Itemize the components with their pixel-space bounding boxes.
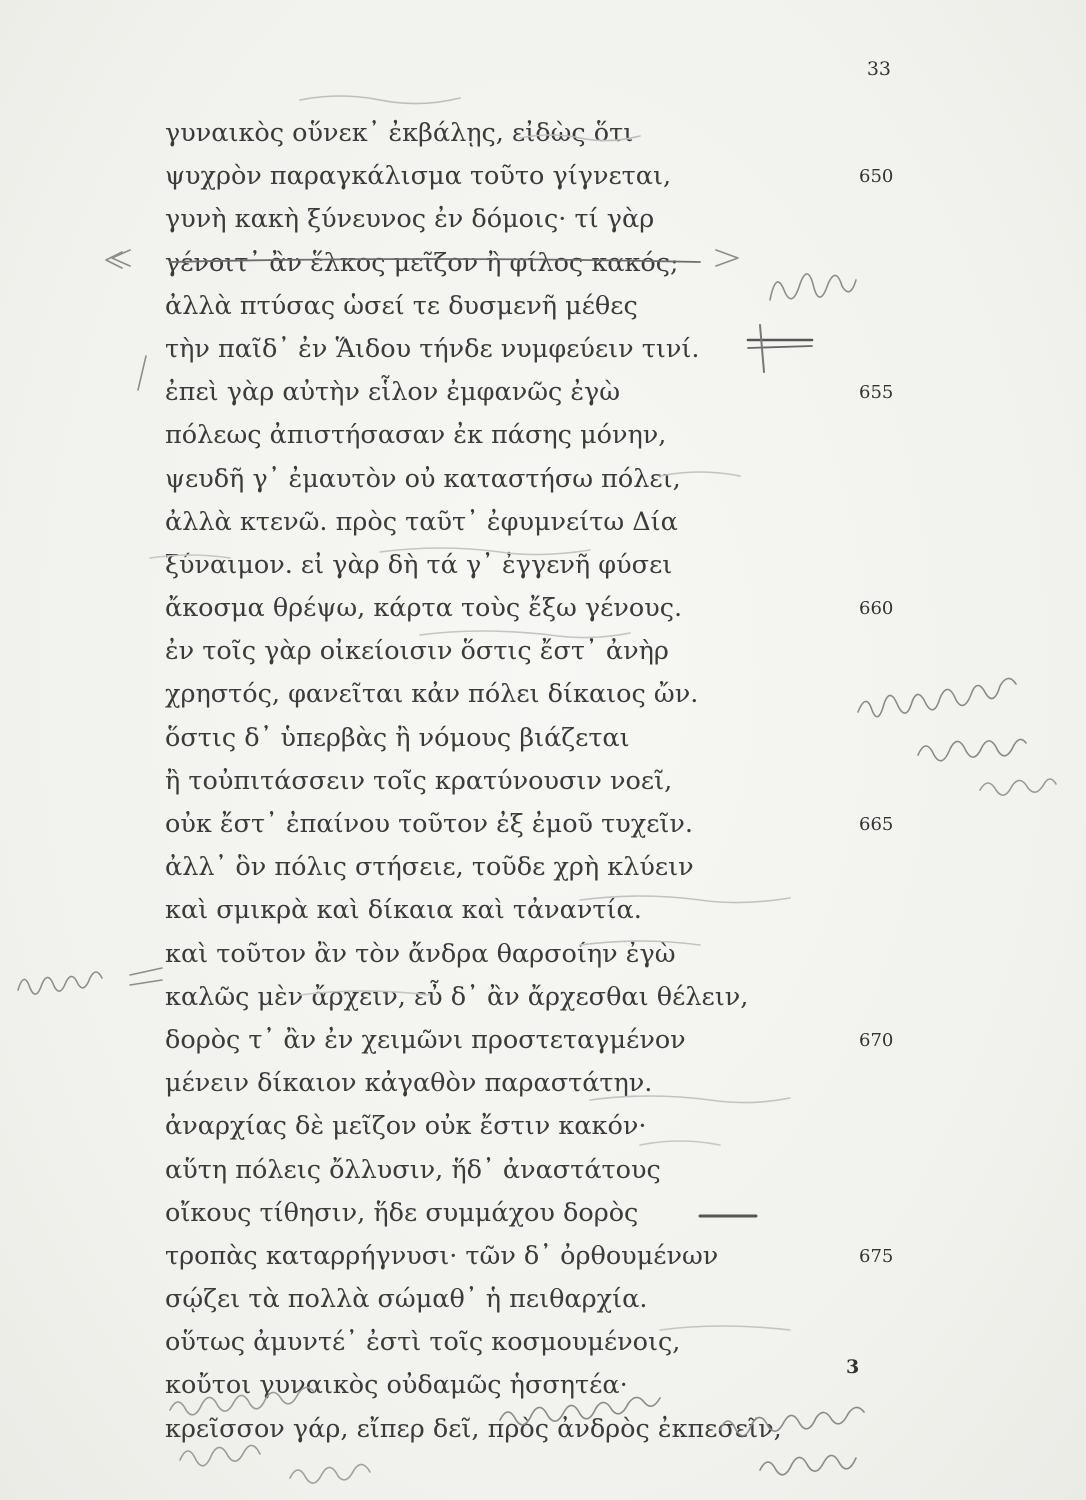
verse-text: οἴκους τίθησιν, ἥδε συμμάχου δορὸς xyxy=(165,1197,639,1228)
page-number: 33 xyxy=(866,58,891,80)
verse-line xyxy=(165,1062,885,1105)
verse-text: ἄκοσμα θρέψω, κάρτα τοὺς ἔξω γένους. xyxy=(165,593,683,624)
verse-text: ξύναιμον. εἰ γὰρ δὴ τά γ᾽ ἐγγενῆ φύσει xyxy=(165,549,673,580)
verse-line xyxy=(165,285,885,328)
verse-line xyxy=(165,112,885,155)
verse-text: ὅστις δ᾽ ὑπερβὰς ἢ νόμους βιάζεται xyxy=(165,722,630,753)
verse-line xyxy=(165,889,885,932)
verse-text: κοὔτοι γυναικὸς οὐδαμῶς ἡσσητέα· xyxy=(165,1370,628,1401)
verse-line xyxy=(165,1192,885,1235)
verse-text: χρηστός, φανεῖται κἀν πόλει δίκαιος ὤν. xyxy=(165,679,699,710)
verse-text: ἐν τοῖς γὰρ οἰκείοισιν ὅστις ἔστ᾽ ἀνὴρ xyxy=(165,636,669,667)
verse-text: καλῶς μὲν ἄρχειν, εὖ δ᾽ ἂν ἄρχεσθαι θέλειν, xyxy=(165,981,749,1012)
verse-text: ἢ τοὐπιτάσσειν τοῖς κρατύνουσιν νοεῖ, xyxy=(165,765,673,796)
verse-text: γένοιτ᾽ ἂν ἕλκος μεῖζον ἢ φίλος κακός; xyxy=(165,247,679,278)
verse-text: ψυχρὸν παραγκάλισμα τοῦτο γίγνεται, xyxy=(165,161,672,192)
verse-text: ἐπεὶ γὰρ αὐτὴν εἷλον ἐμφανῶς ἐγὼ xyxy=(165,377,621,408)
line-number: 675 xyxy=(859,1245,894,1267)
margin-arrow-mark xyxy=(112,250,130,266)
line-number: 670 xyxy=(859,1029,894,1051)
verse-text: ἀλλ᾽ ὃν πόλις στήσειε, τοῦδε χρὴ κλύειν xyxy=(165,852,694,883)
verse-text: αὕτη πόλεις ὄλλυσιν, ἥδ᾽ ἀναστάτους xyxy=(165,1154,661,1185)
verse-text: γυναικὸς οὕνεκ᾽ ἐκβάλῃς, εἰδὼς ὅτι xyxy=(165,118,634,148)
verse-text: οὐκ ἔστ᾽ ἐπαίνου τοῦτον ἐξ ἐμοῦ τυχεῖν. xyxy=(165,809,694,839)
verse-line xyxy=(165,933,885,976)
verse-line xyxy=(165,371,894,414)
verse-text: δορὸς τ᾽ ἂν ἐν χειμῶνι προστεταγμένον xyxy=(165,1024,686,1055)
verse-line xyxy=(165,1278,885,1321)
verse-line xyxy=(165,242,885,285)
verse-line xyxy=(165,1105,885,1148)
verse-text: οὕτως ἀμυντέ᾽ ἐστὶ τοῖς κοσμουμένοις, xyxy=(165,1327,681,1358)
verse-line xyxy=(165,501,885,544)
verse-line xyxy=(165,1149,885,1192)
verse-line xyxy=(165,414,885,457)
verse-text: καὶ τοῦτον ἂν τὸν ἄνδρα θαρσοίην ἐγὼ xyxy=(165,938,676,969)
verse-line xyxy=(165,328,885,371)
verse-line xyxy=(165,1408,885,1451)
verse-line xyxy=(165,198,885,241)
verse-line xyxy=(165,846,885,889)
verse-line xyxy=(165,717,885,760)
verse-line xyxy=(165,1235,894,1278)
verse-text: καὶ σμικρὰ καὶ δίκαια καὶ τἀναντία. xyxy=(165,895,642,926)
verse-text: ἀλλὰ κτενῶ. πρὸς ταῦτ᾽ ἐφυμνείτω Δία xyxy=(165,506,678,537)
verse-text: μένειν δίκαιον κἀγαθὸν παραστάτην. xyxy=(165,1068,653,1099)
verse-line xyxy=(165,760,885,803)
line-number: 660 xyxy=(859,598,894,620)
verse-text: γυνὴ κακὴ ξύνευνος ἐν δόμοις· τί γὰρ xyxy=(165,204,655,235)
verse-text: ἀλλὰ πτύσας ὡσεί τε δυσμενῆ μέθες xyxy=(165,290,638,321)
verse-line xyxy=(165,673,885,716)
verse-block xyxy=(165,112,894,1451)
verse-text: ἀναρχίας δὲ μεῖζον οὐκ ἔστιν κακόν· xyxy=(165,1111,647,1142)
signature-mark: 3 xyxy=(846,1356,860,1378)
verse-line xyxy=(165,458,885,501)
verse-line xyxy=(165,1321,885,1364)
verse-line xyxy=(165,976,885,1019)
verse-text: ψευδῆ γ᾽ ἐμαυτὸν οὐ καταστήσω πόλει, xyxy=(165,463,681,494)
verse-line xyxy=(165,1019,894,1062)
verse-line xyxy=(165,803,894,846)
verse-text: κρεῖσσον γάρ, εἴπερ δεῖ, πρὸς ἀνδρὸς ἐκπεσεῖν, xyxy=(165,1413,782,1444)
verse-text: σῴζει τὰ πολλὰ σώμαθ᾽ ἡ πειθαρχία. xyxy=(165,1284,648,1315)
line-number: 655 xyxy=(859,382,894,404)
line-number: 650 xyxy=(859,166,894,188)
verse-text: πόλεως ἀπιστήσασαν ἐκ πάσης μόνην, xyxy=(165,420,667,451)
verse-line xyxy=(165,544,885,587)
verse-text: τὴν παῖδ᾽ ἐν Ἅιδου τήνδε νυμφεύειν τινί. xyxy=(165,333,700,364)
verse-line xyxy=(165,587,894,630)
line-number: 665 xyxy=(859,814,894,835)
verse-line xyxy=(165,1364,885,1407)
verse-text: τροπὰς καταρρήγνυσι· τῶν δ᾽ ὀρθουμένων xyxy=(165,1240,719,1271)
verse-line xyxy=(165,155,894,198)
verse-line xyxy=(165,630,885,673)
